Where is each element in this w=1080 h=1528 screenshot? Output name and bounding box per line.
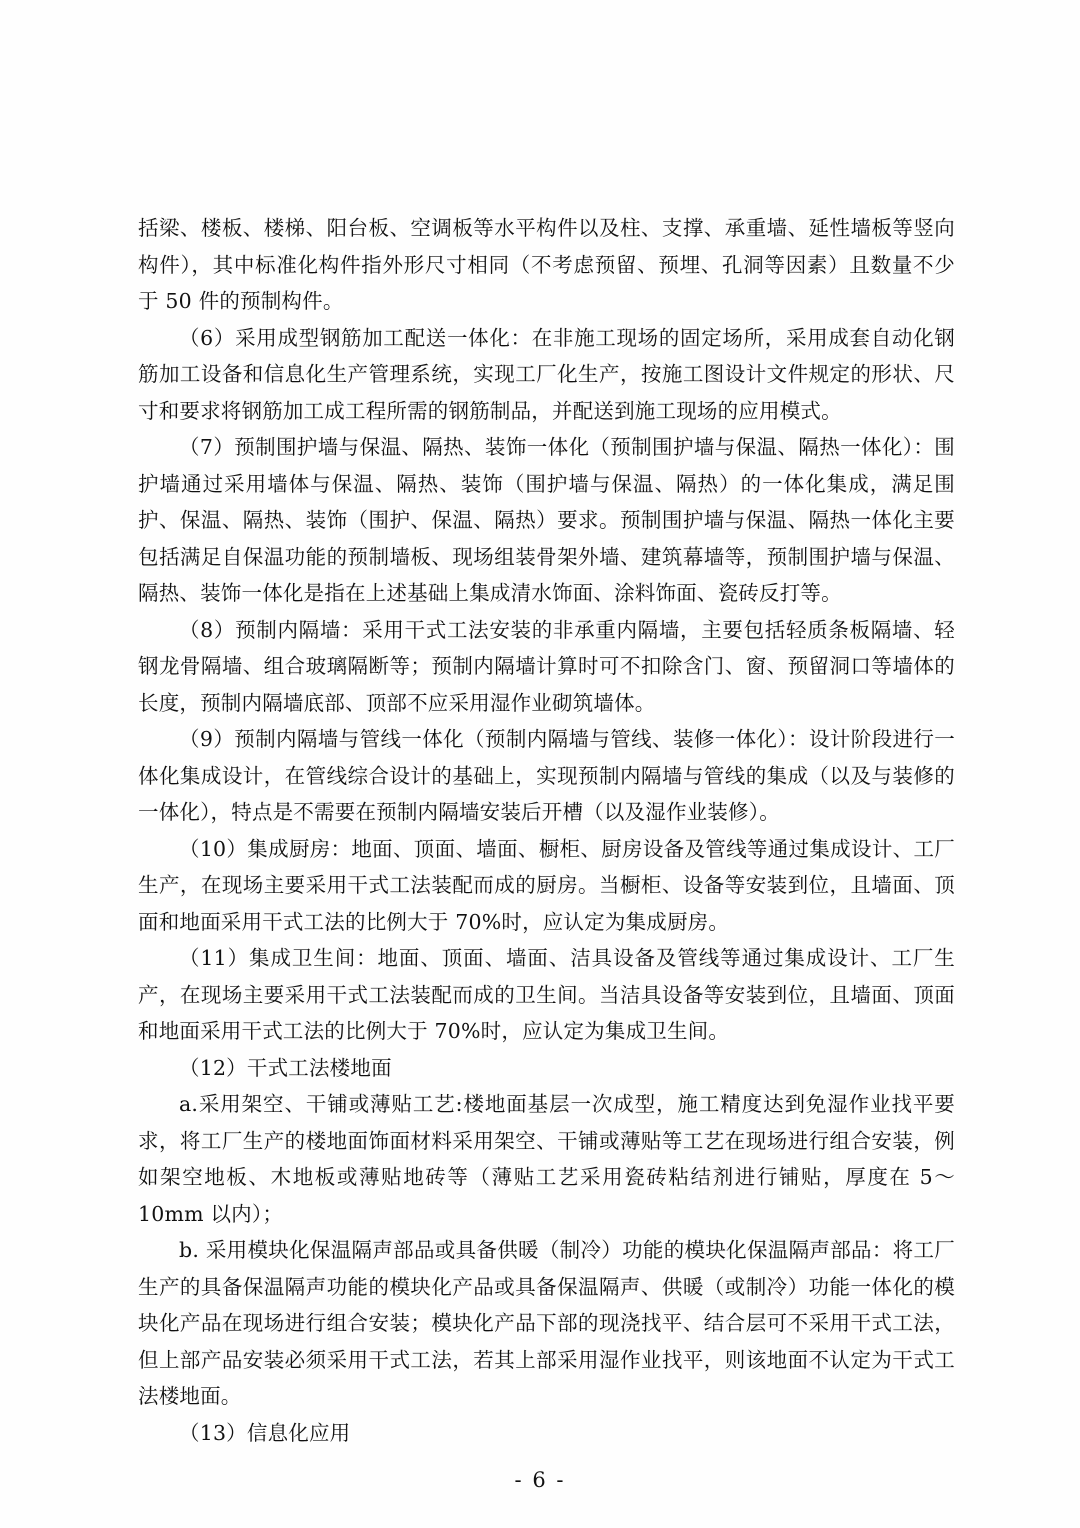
paragraph-item-12a: a.采用架空、干铺或薄贴工艺:楼地面基层一次成型，施工精度达到免湿作业找平要求，将工厂生产的楼地面饰面材料采用架空、干铺或薄贴等工艺在现场进行组合安装，例如架空地板、木地板或薄贴地砖等（薄贴工艺采用瓷砖粘结剂进行铺贴，厚度在 5～10mm 以内）； <box>138 1092 955 1226</box>
document-body <box>138 210 955 1451</box>
paragraph-item-12b: b. 采用模块化保温隔声部品或具备供暖（制冷）功能的模块化保温隔声部品：将工厂生产的具备保温隔声功能的模块化产品或具备保温隔声、供暖（或制冷）功能一体化的模块化产品在现场进行组合安装；模块化产品下部的现浇找平、结合层可不采用干式工法，但上部产品安装必须采用干式工法，若其上部采用湿作业找平，则该地面不认定为干式工法楼地面。 <box>138 1238 955 1408</box>
paragraph-item-9: （9）预制内隔墙与管线一体化（预制内隔墙与管线、装修一体化）：设计阶段进行一体化集成设计，在管线综合设计的基础上，实现预制内隔墙与管线的集成（以及与装修的一体化），特点是不需要在预制内隔墙安装后开槽（以及湿作业装修）。 <box>138 727 955 824</box>
paragraph-item-11: （11）集成卫生间：地面、顶面、墙面、洁具设备及管线等通过集成设计、工厂生产，在现场主要采用干式工法装配而成的卫生间。当洁具设备等安装到位，且墙面、顶面和地面采用干式工法的比例大于 70%时，应认定为集成卫生间。 <box>138 946 955 1043</box>
paragraph-item-13: （13）信息化应用 <box>179 1420 351 1445</box>
paragraph-item-6: （6）采用成型钢筋加工配送一体化：在非施工现场的固定场所，采用成套自动化钢筋加工设备和信息化生产管理系统，实现工厂化生产，按施工图设计文件规定的形状、尺寸和要求将钢筋加工成工程所需的钢筋制品，并配送到施工现场的应用模式。 <box>138 325 955 423</box>
paragraph-continued: 括梁、楼板、楼梯、阳台板、空调板等水平构件以及柱、支撑、承重墙、延性墙板等竖向构件），其中标准化构件指外形尺寸相同（不考虑预留、预埋、孔洞等因素）且数量不少于 50 件的预制构件。 <box>138 216 955 313</box>
paragraph-item-12: （12）干式工法楼地面 <box>179 1055 392 1080</box>
page-number-text: - 6 - <box>514 1468 566 1492</box>
paragraph-item-8: （8）预制内隔墙：采用干式工法安装的非承重内隔墙，主要包括轻质条板隔墙、轻钢龙骨隔墙、组合玻璃隔断等；预制内隔墙计算时可不扣除含门、窗、预留洞口等墙体的长度，预制内隔墙底部、顶部不应采用湿作业砌筑墙体。 <box>138 617 955 715</box>
paragraph-item-7: （7）预制围护墙与保温、隔热、装饰一体化（预制围护墙与保温、隔热一体化）：围护墙通过采用墙体与保温、隔热、装饰（围护墙与保温、隔热）的一体化集成，满足围护、保温、隔热、装饰（围护、保温、隔热）要求。预制围护墙与保温、隔热一体化主要包括满足自保温功能的预制墙板、现场组装骨架外墙、建筑幕墙等，预制围护墙与保温、隔热、装饰一体化是指在上述基础上集成清水饰面、涂料饰面、瓷砖反打等。 <box>138 435 955 605</box>
page-number <box>0 1468 1080 1492</box>
paragraph-item-10: （10）集成厨房：地面、顶面、墙面、橱柜、厨房设备及管线等通过集成设计、工厂生产，在现场主要采用干式工法装配而成的厨房。当橱柜、设备等安装到位，且墙面、顶面和地面采用干式工法的比例大于 70%时，应认定为集成厨房。 <box>138 836 955 934</box>
